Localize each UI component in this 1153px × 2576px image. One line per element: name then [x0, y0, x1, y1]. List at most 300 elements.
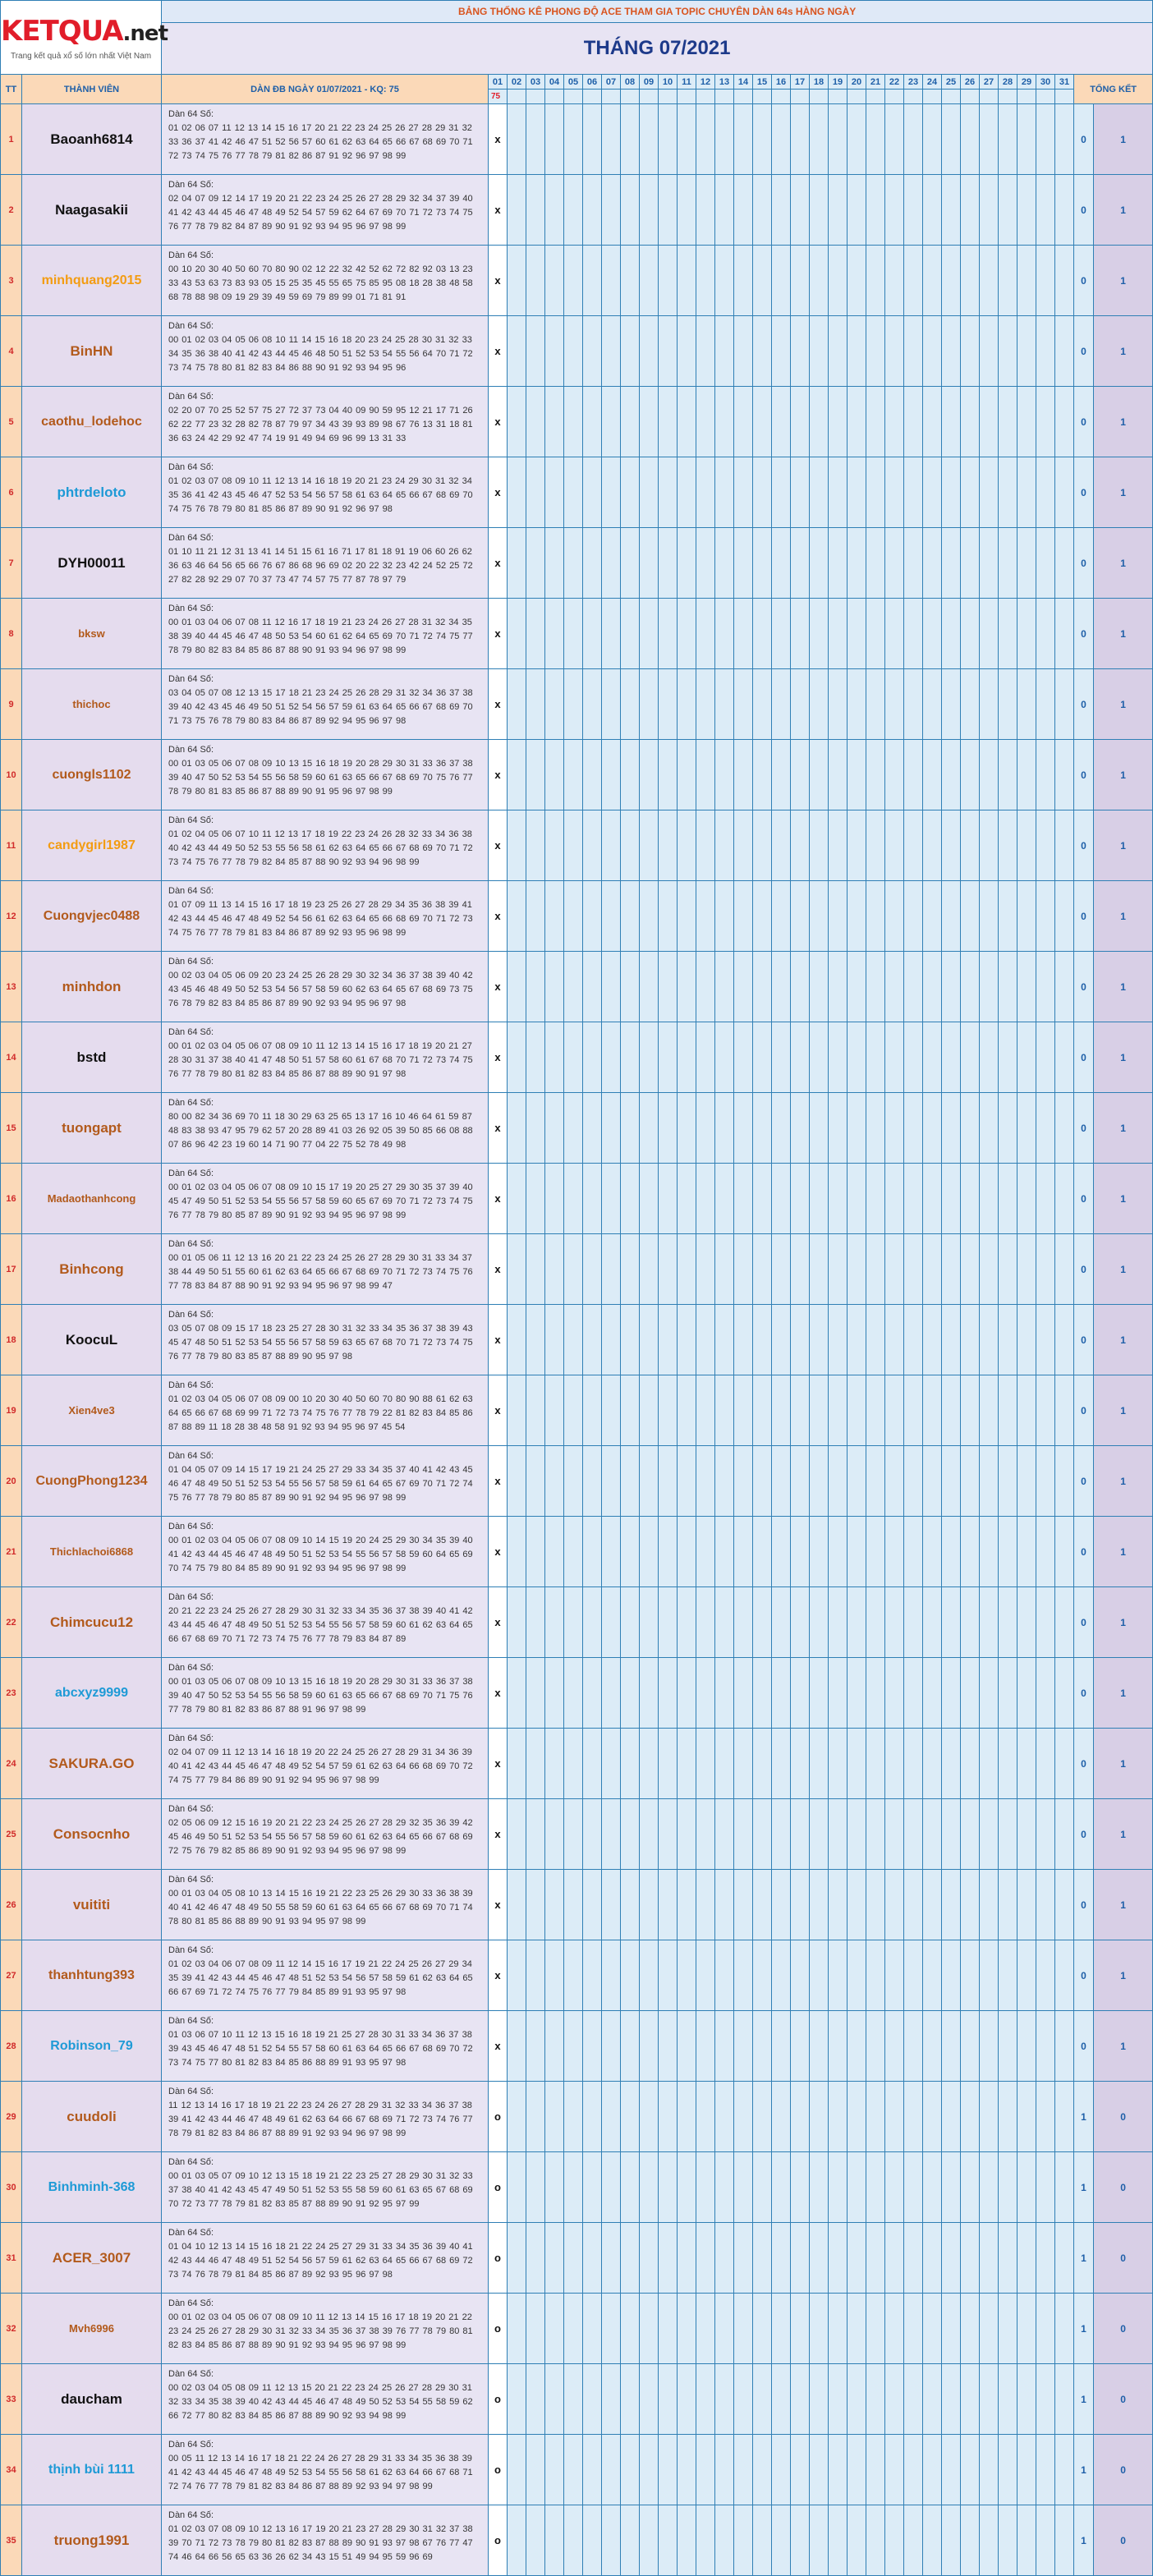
day-cell [508, 1234, 526, 1305]
day-subheader-cell [621, 90, 640, 104]
day-cell [904, 246, 923, 316]
day-cell [545, 740, 564, 810]
day-cell [1017, 2152, 1036, 2223]
day-cell [508, 1940, 526, 2011]
day-cell [810, 1870, 829, 1940]
day-cell [999, 1799, 1017, 1870]
day-cell [583, 2223, 602, 2294]
day-1-mark: x [489, 175, 508, 246]
day-cell [1036, 1093, 1055, 1164]
day-cell [999, 2294, 1017, 2364]
day-cell [583, 1164, 602, 1234]
member-row [1, 881, 1153, 952]
day-cell [526, 316, 545, 387]
day-subheader-cell [810, 90, 829, 104]
day-cell [942, 1729, 961, 1799]
day-cell [961, 2364, 980, 2435]
day-cell [602, 528, 621, 599]
day-cell [829, 2364, 848, 2435]
day-cell [508, 175, 526, 246]
member-name[interactable]: Consocnho [22, 1799, 162, 1870]
day-cell [772, 1164, 791, 1234]
day-cell [904, 1234, 923, 1305]
day-cell [564, 1587, 583, 1658]
day-cell [564, 1234, 583, 1305]
total-count-a: 1 [1074, 2505, 1094, 2576]
day-cell [659, 740, 678, 810]
day-cell [753, 952, 772, 1022]
day-cell [564, 1375, 583, 1446]
dan-numbers: 00 01 02 03 04 05 06 07 08 09 10 11 12 13 14 15 16 17 18 19 20 21 22 23 24 25 26 27 28 29 30 31 32 33 34 35 36 37 38 39 76 77 78 79 80 81 82 83 84 85 86 87 88 89 90 91 92 93 94 95 96 97 98 99 [168, 2312, 473, 2350]
day-cell [696, 2505, 715, 2576]
dan-cell [162, 599, 489, 669]
member-row [1, 2223, 1153, 2294]
day-cell [640, 387, 659, 457]
day-cell [999, 1870, 1017, 1940]
day-cell [583, 2011, 602, 2082]
member-name[interactable]: ACER_3007 [22, 2223, 162, 2294]
day-cell [715, 1517, 734, 1587]
day-cell [715, 1305, 734, 1375]
day-cell [508, 2364, 526, 2435]
member-name[interactable]: cuudoli [22, 2082, 162, 2152]
day-cell [772, 1940, 791, 2011]
day-cell [1055, 2505, 1074, 2576]
day-cell [772, 1446, 791, 1517]
day-cell [961, 599, 980, 669]
day-cell [640, 810, 659, 881]
day-subheader-cell [961, 90, 980, 104]
day-cell [1017, 1729, 1036, 1799]
day-cell [1055, 2364, 1074, 2435]
day-cell [772, 457, 791, 528]
day-cell [866, 2294, 885, 2364]
row-index: 32 [1, 2294, 22, 2364]
day-cell [1017, 104, 1036, 175]
day-cell [829, 952, 848, 1022]
member-name[interactable]: Naagasakii [22, 175, 162, 246]
dan-cell [162, 810, 489, 881]
day-cell [885, 528, 904, 599]
day-cell [545, 1305, 564, 1375]
day-cell [583, 104, 602, 175]
day-cell [772, 952, 791, 1022]
day-cell [564, 1022, 583, 1093]
day-cell [904, 2223, 923, 2294]
day-cell [545, 2294, 564, 2364]
total-count-a: 0 [1074, 1375, 1094, 1446]
day-cell [904, 175, 923, 246]
day-cell [696, 1164, 715, 1234]
day-cell [980, 952, 999, 1022]
day-cell [923, 2294, 942, 2364]
day-cell [621, 1305, 640, 1375]
member-row [1, 1940, 1153, 2011]
day-cell [942, 387, 961, 457]
day-cell [1055, 2435, 1074, 2505]
day-cell [753, 599, 772, 669]
day-cell [564, 457, 583, 528]
day-cell [829, 669, 848, 740]
day-cell [526, 175, 545, 246]
day-cell [526, 881, 545, 952]
member-name[interactable]: tuongapt [22, 1093, 162, 1164]
day-cell [829, 1587, 848, 1658]
member-name[interactable]: thịnh bùi 1111 [22, 2435, 162, 2505]
member-name[interactable]: truong1991 [22, 2505, 162, 2576]
day-1-mark: x [489, 1022, 508, 1093]
day-cell [1036, 2152, 1055, 2223]
day-cell [621, 740, 640, 810]
day-cell [734, 528, 753, 599]
day-cell [885, 2082, 904, 2152]
row-index: 30 [1, 2152, 22, 2223]
member-name[interactable]: phtrdeloto [22, 457, 162, 528]
member-name[interactable]: Cuongvjec0488 [22, 881, 162, 952]
dan-label: Dàn 64 Số: [168, 1310, 214, 1320]
day-cell [715, 1729, 734, 1799]
day-cell [923, 2152, 942, 2223]
day-cell [772, 1093, 791, 1164]
day-cell [999, 1940, 1017, 2011]
day-cell [753, 881, 772, 952]
day-cell [734, 246, 753, 316]
day-cell [904, 1729, 923, 1799]
col-total-header: TỔNG KẾT [1074, 75, 1153, 104]
day-cell [999, 1517, 1017, 1587]
member-name[interactable]: DYH00011 [22, 528, 162, 599]
day-cell [942, 2223, 961, 2294]
dan-numbers: 01 04 05 07 09 14 15 17 19 21 24 25 27 29 33 34 35 37 40 41 42 43 45 46 47 48 49 50 51 52 53 54 55 56 57 58 59 61 64 65 67 69 70 71 72 74 75 76 77 78 79 80 85 87 89 90 91 92 94 95 96 97 98 99 [168, 1465, 473, 1503]
total-count-b: 1 [1094, 246, 1153, 316]
day-cell [715, 669, 734, 740]
day-cell [904, 1658, 923, 1729]
member-name[interactable]: vuititi [22, 1870, 162, 1940]
day-cell [848, 810, 866, 881]
total-count-b: 1 [1094, 316, 1153, 387]
banner-title: BẢNG THỐNG KÊ PHONG ĐỘ ACE THAM GIA TOPIC CHUYÊN DÀN 64s HÀNG NGÀY [162, 1, 1153, 23]
day-cell [602, 2505, 621, 2576]
day-cell [942, 2435, 961, 2505]
day-cell [678, 810, 696, 881]
day-1-mark: x [489, 1517, 508, 1587]
day-cell [810, 599, 829, 669]
day-cell [696, 246, 715, 316]
day-cell [942, 881, 961, 952]
day-cell [564, 881, 583, 952]
day-1-mark: x [489, 952, 508, 1022]
day-cell [678, 1446, 696, 1517]
day-cell [923, 175, 942, 246]
day-cell [961, 1799, 980, 1870]
row-index: 25 [1, 1799, 22, 1870]
day-cell [848, 1658, 866, 1729]
day-cell [810, 2294, 829, 2364]
day-cell [1055, 1729, 1074, 1799]
member-name[interactable]: cuongls1102 [22, 740, 162, 810]
day-cell [508, 1375, 526, 1446]
col-tt-header: TT [1, 75, 22, 104]
day-cell [980, 104, 999, 175]
day-cell [791, 1870, 810, 1940]
dan-cell [162, 881, 489, 952]
dan-numbers: 80 00 82 34 36 69 70 11 18 30 29 63 25 65 13 17 16 10 46 64 61 59 87 48 83 38 93 47 95 79 62 57 20 28 89 41 03 26 92 05 39 50 85 66 08 88 07 86 96 42 23 19 60 14 71 90 77 04 22 75 52 78 49 98 [168, 1112, 473, 1150]
day-cell [696, 1305, 715, 1375]
day-1-mark: x [489, 1729, 508, 1799]
dan-label: Dàn 64 Số: [168, 2157, 214, 2167]
day-cell [791, 1164, 810, 1234]
day-cell [526, 952, 545, 1022]
day-cell [526, 1305, 545, 1375]
day-header: 19 [829, 75, 848, 90]
day-cell [1036, 387, 1055, 457]
day-cell [602, 1093, 621, 1164]
day-subheader-cell [678, 90, 696, 104]
day-cell [659, 1870, 678, 1940]
day-cell [885, 2011, 904, 2082]
day-cell [791, 669, 810, 740]
day-cell [866, 387, 885, 457]
member-row [1, 1446, 1153, 1517]
day-cell [961, 1305, 980, 1375]
member-name[interactable]: Chimcucu12 [22, 1587, 162, 1658]
day-1-mark: x [489, 387, 508, 457]
day-cell [829, 1799, 848, 1870]
day-cell [621, 2364, 640, 2435]
day-cell [980, 387, 999, 457]
total-count-b: 1 [1094, 175, 1153, 246]
day-cell [772, 1799, 791, 1870]
row-index: 5 [1, 387, 22, 457]
member-name[interactable]: Robinson_79 [22, 2011, 162, 2082]
day-cell [980, 1517, 999, 1587]
member-name[interactable]: BinHN [22, 316, 162, 387]
day-cell [526, 2152, 545, 2223]
row-index: 15 [1, 1093, 22, 1164]
member-name[interactable]: minhquang2015 [22, 246, 162, 316]
member-row [1, 599, 1153, 669]
dan-label: Dàn 64 Số: [168, 2510, 214, 2520]
day-cell [848, 952, 866, 1022]
day-cell [885, 1587, 904, 1658]
day-cell [621, 104, 640, 175]
member-name[interactable]: candygirl1987 [22, 810, 162, 881]
total-count-a: 0 [1074, 1658, 1094, 1729]
day-cell [545, 2011, 564, 2082]
member-name[interactable]: bstd [22, 1022, 162, 1093]
day-cell [621, 457, 640, 528]
day-header: 16 [772, 75, 791, 90]
day-cell [508, 1446, 526, 1517]
day-cell [866, 2364, 885, 2435]
day-cell [1017, 2505, 1036, 2576]
total-count-a: 0 [1074, 1870, 1094, 1940]
day-cell [772, 1305, 791, 1375]
month-title: THÁNG 07/2021 [162, 23, 1153, 75]
total-count-a: 0 [1074, 881, 1094, 952]
site-logo[interactable] [1, 1, 168, 75]
day-cell [696, 952, 715, 1022]
day-cell [848, 1022, 866, 1093]
day-cell [678, 1234, 696, 1305]
day-cell [753, 1022, 772, 1093]
day-cell [1036, 2505, 1055, 2576]
dan-cell [162, 1587, 489, 1658]
day-cell [961, 1234, 980, 1305]
day-cell [734, 2435, 753, 2505]
day-cell [659, 2082, 678, 2152]
day-cell [640, 246, 659, 316]
day-cell [923, 528, 942, 599]
day-cell [640, 1870, 659, 1940]
day-cell [810, 1164, 829, 1234]
day-cell [508, 740, 526, 810]
total-count-b: 0 [1094, 2364, 1153, 2435]
day-cell [942, 316, 961, 387]
day-cell [696, 2435, 715, 2505]
day-cell [1017, 952, 1036, 1022]
day-cell [734, 1658, 753, 1729]
day-header: 06 [583, 75, 602, 90]
day-cell [640, 740, 659, 810]
day-cell [1055, 740, 1074, 810]
day-cell [885, 2152, 904, 2223]
day-cell [678, 1022, 696, 1093]
member-name[interactable]: SAKURA.GO [22, 1729, 162, 1799]
day-cell [885, 740, 904, 810]
day-cell [659, 1164, 678, 1234]
member-name[interactable]: daucham [22, 2364, 162, 2435]
day-cell [885, 1940, 904, 2011]
day-cell [961, 2505, 980, 2576]
day-cell [810, 2505, 829, 2576]
day-cell [659, 1517, 678, 1587]
day-header: 03 [526, 75, 545, 90]
day-cell [508, 2294, 526, 2364]
day-cell [545, 1799, 564, 1870]
day-cell [659, 387, 678, 457]
member-name[interactable]: abcxyz9999 [22, 1658, 162, 1729]
day-cell [1055, 1658, 1074, 1729]
day-cell [734, 1446, 753, 1517]
member-name[interactable]: Mvh6996 [22, 2294, 162, 2364]
dan-numbers: 03 04 05 07 08 12 13 15 17 18 21 23 24 25 26 28 29 31 32 34 36 37 38 39 40 42 43 45 46 49 50 51 52 54 56 57 59 61 63 64 65 66 67 68 69 70 71 73 75 76 78 79 80 83 84 86 87 89 92 94 95 96 97 98 [168, 688, 473, 726]
day-cell [1017, 599, 1036, 669]
day-cell [753, 2435, 772, 2505]
dan-cell [162, 1305, 489, 1375]
day-cell [1036, 810, 1055, 881]
day-cell [734, 810, 753, 881]
day-cell [659, 1375, 678, 1446]
day-cell [999, 1375, 1017, 1446]
day-cell [753, 1234, 772, 1305]
day-cell [791, 1729, 810, 1799]
day-cell [829, 2505, 848, 2576]
total-count-a: 0 [1074, 599, 1094, 669]
day-cell [1036, 1799, 1055, 1870]
day-cell [602, 810, 621, 881]
total-count-a: 0 [1074, 316, 1094, 387]
member-name[interactable]: Baoanh6814 [22, 104, 162, 175]
day-cell [696, 1587, 715, 1658]
day-cell [1017, 1587, 1036, 1658]
day-cell [848, 2011, 866, 2082]
day-cell [904, 810, 923, 881]
day-cell [904, 316, 923, 387]
day-subheader-cell [734, 90, 753, 104]
day-cell [621, 1446, 640, 1517]
member-name[interactable]: Thichlachoi6868 [22, 1517, 162, 1587]
member-row [1, 1375, 1153, 1446]
day-cell [545, 599, 564, 669]
day-cell [1017, 1446, 1036, 1517]
member-name[interactable]: bksw [22, 599, 162, 669]
day-cell [583, 387, 602, 457]
member-name[interactable]: Binhcong [22, 1234, 162, 1305]
day-cell [526, 104, 545, 175]
member-name[interactable]: caothu_lodehoc [22, 387, 162, 457]
day-cell [999, 2505, 1017, 2576]
day-cell [829, 1022, 848, 1093]
member-name[interactable]: Binhminh-368 [22, 2152, 162, 2223]
day-cell [640, 2364, 659, 2435]
day-cell [866, 1446, 885, 1517]
day-cell [526, 1517, 545, 1587]
day-cell [715, 1940, 734, 2011]
day-cell [678, 2435, 696, 2505]
day-cell [923, 740, 942, 810]
day-cell [508, 246, 526, 316]
member-name[interactable]: thanhtung393 [22, 1940, 162, 2011]
total-count-a: 0 [1074, 1093, 1094, 1164]
day-cell [564, 2364, 583, 2435]
day-cell [942, 669, 961, 740]
day-cell [1017, 740, 1036, 810]
member-name[interactable]: thichoc [22, 669, 162, 740]
day-cell [942, 1446, 961, 1517]
day-cell [696, 1022, 715, 1093]
total-count-b: 1 [1094, 387, 1153, 457]
row-index: 21 [1, 1517, 22, 1587]
member-name[interactable]: Xien4ve3 [22, 1375, 162, 1446]
day-cell [1036, 881, 1055, 952]
day-cell [508, 810, 526, 881]
day-cell [772, 1729, 791, 1799]
day-cell [545, 2223, 564, 2294]
day-cell [734, 952, 753, 1022]
day-header: 01 [489, 75, 508, 90]
day-cell [999, 1164, 1017, 1234]
member-name[interactable]: Madaothanhcong [22, 1164, 162, 1234]
logo-text: KETQUA [1, 14, 123, 48]
col-member-header: THÀNH VIÊN [22, 75, 162, 104]
day-cell [1055, 1587, 1074, 1658]
member-name[interactable]: KoocuL [22, 1305, 162, 1375]
day-cell [791, 246, 810, 316]
member-name[interactable]: minhdon [22, 952, 162, 1022]
day-header: 07 [602, 75, 621, 90]
dan-label: Dàn 64 Số: [168, 1875, 214, 1885]
day-subheader-cell [753, 90, 772, 104]
day-cell [526, 740, 545, 810]
day-cell [640, 1234, 659, 1305]
day-header: 21 [866, 75, 885, 90]
day-cell [904, 2435, 923, 2505]
day-1-mark: x [489, 1658, 508, 1729]
total-count-b: 1 [1094, 1517, 1153, 1587]
member-name[interactable]: CuongPhong1234 [22, 1446, 162, 1517]
day-cell [678, 2152, 696, 2223]
